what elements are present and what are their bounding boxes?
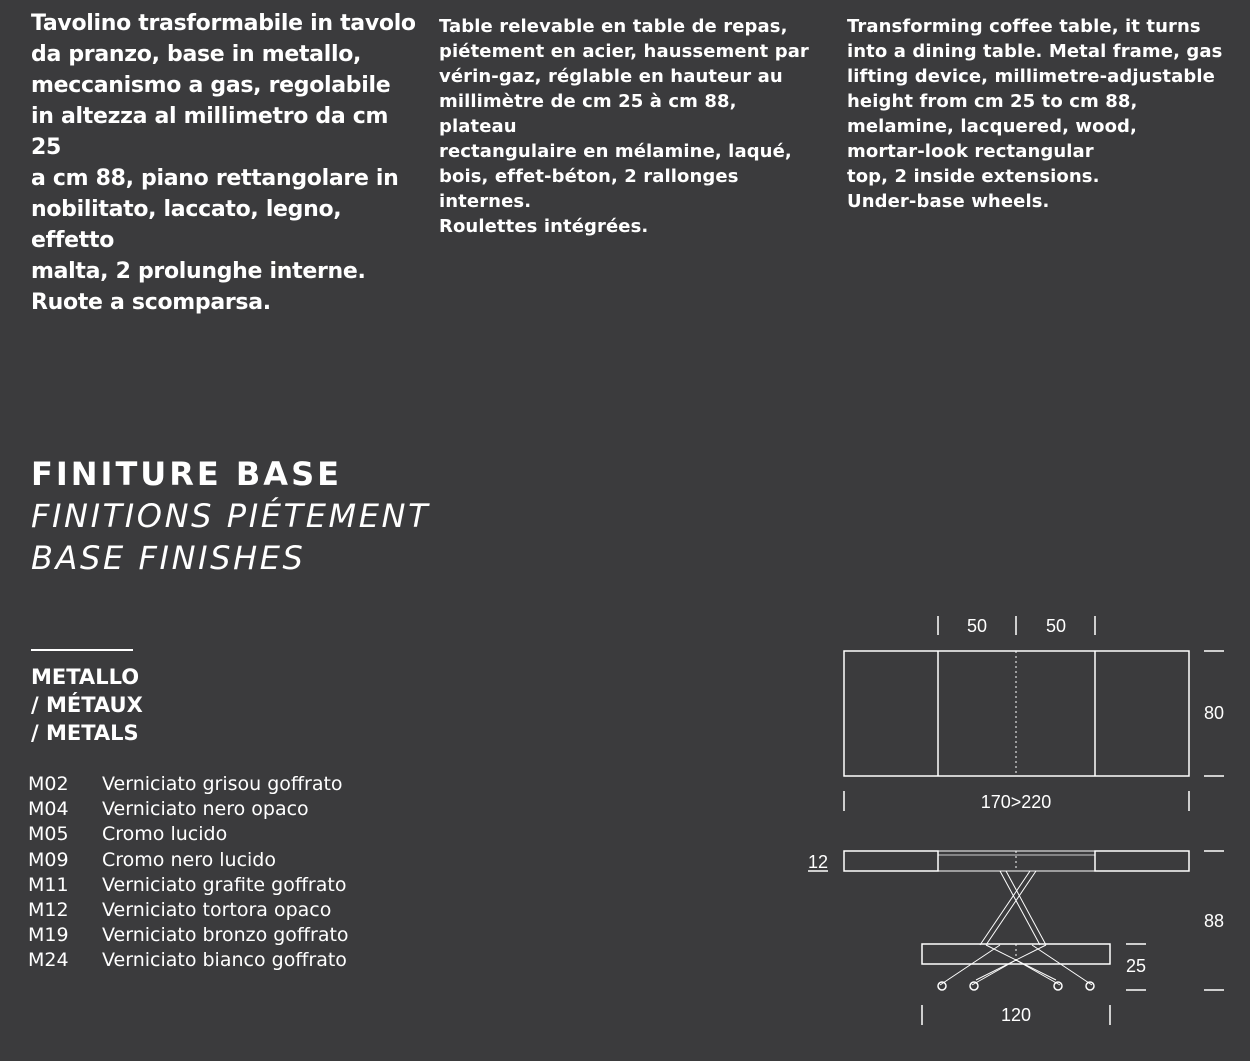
finish-code: M05 (28, 823, 69, 846)
finish-code: M19 (28, 924, 69, 947)
finish-label: Verniciato grisou goffrato (102, 773, 343, 795)
finish-label: Verniciato nero opaco (102, 798, 309, 821)
dimension-base-width: 120 (1000, 1005, 1032, 1025)
finishes-heading-french: FINITIONS PIÉTEMENT (31, 497, 431, 535)
finish-label: Cromo lucido (102, 823, 228, 846)
description-english: Transforming coffee table, it turns into a dining table. Metal frame, gas lifting device, millimetre-adjustable height from cm 25 to cm 88, melamine, lacquered, wood, mortar-look rectangular top, 2 inside extensions. Under-base wheels. (847, 16, 1223, 212)
table-dimension-diagram (800, 600, 1230, 1040)
dimension-extension-left: 50 (966, 616, 988, 636)
top-view-drawing (844, 616, 1224, 811)
finish-code: M04 (28, 798, 69, 821)
metal-heading-italian: METALLO (31, 665, 140, 689)
finish-label: Verniciato bronzo goffrato (102, 924, 349, 947)
finish-code: M11 (28, 873, 69, 896)
finish-code: M24 (28, 949, 69, 972)
finish-code: M12 (28, 898, 69, 921)
finishes-heading-english: BASE FINISHES (31, 539, 306, 577)
metal-heading-french: / MÉTAUX (31, 693, 143, 717)
finish-label: Verniciato tortora opaco (102, 898, 332, 921)
dimension-min-height: 25 (1125, 956, 1147, 976)
finish-code: M09 (28, 848, 69, 871)
dimension-extension-right: 50 (1045, 616, 1067, 636)
finish-label: Verniciato grafite goffrato (102, 873, 347, 896)
finish-code: M02 (28, 773, 69, 795)
dimension-length: 170>220 (980, 792, 1052, 812)
side-view-drawing (808, 851, 1224, 1025)
description-italian: Tavolino trasformabile in tavolo da pranzo, base in metallo, meccanismo a gas, regolabile in altezza al millimetro da cm 25 a cm 88, piano rettangolare in nobilitato, laccato, legno, effetto malta, 2 prolunghe interne. Ruote a scomparsa. (31, 11, 416, 315)
dimension-max-height: 88 (1203, 911, 1225, 931)
finish-label: Cromo nero lucido (102, 848, 276, 871)
finishes-heading-italian: FINITURE BASE (31, 455, 342, 493)
description-french: Table relevable en table de repas, piétement en acier, haussement par vérin-gaz, réglable en hauteur au millimètre de cm 25 à cm 88, plateau rectangulaire en mélamine, laqué, bois, effet-béton, 2 rallonges internes. Roulettes intégrées. (439, 16, 809, 237)
dimension-top-thickness: 12 (807, 852, 829, 872)
dimension-depth: 80 (1203, 703, 1225, 723)
metal-heading-english: / METALS (31, 721, 139, 745)
finish-label: Verniciato bianco goffrato (102, 949, 347, 972)
section-divider (31, 649, 133, 651)
